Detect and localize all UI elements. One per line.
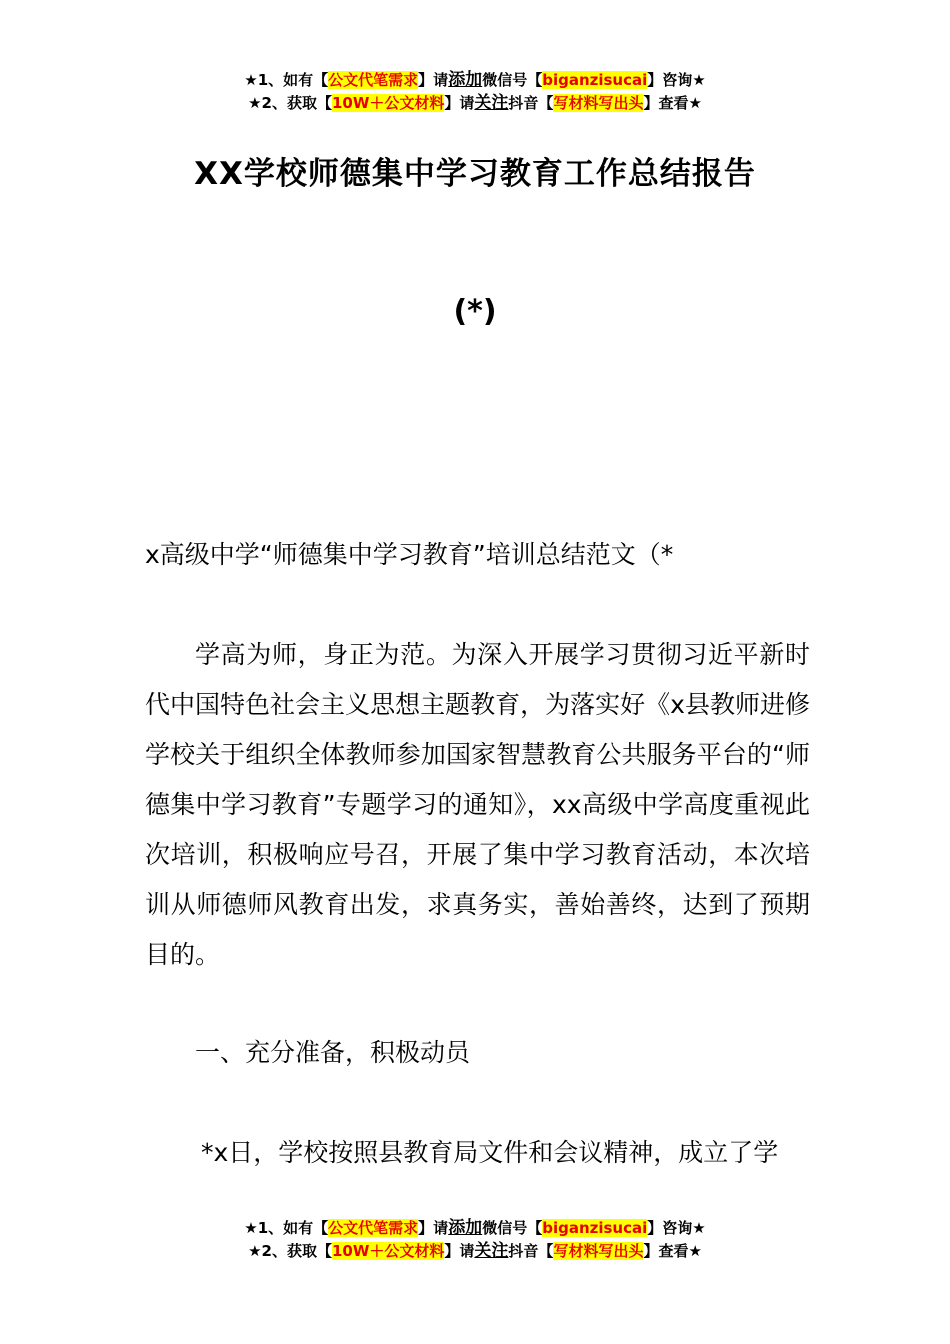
intro-line: x高级中学“师德集中学习教育”培训总结范文（* bbox=[145, 540, 674, 569]
banner-highlight: biganzisucai bbox=[542, 71, 648, 89]
banner-emphasis: 添加 bbox=[448, 70, 483, 90]
banner-highlight: 10W＋公文材料 bbox=[331, 94, 445, 112]
banner-text: ★1、如有【 bbox=[244, 71, 329, 89]
banner-emphasis: 关注 bbox=[474, 1241, 509, 1261]
banner-line-2 bbox=[0, 92, 950, 115]
banner-text: ★1、如有【 bbox=[244, 1219, 329, 1237]
banner-text: 抖音【 bbox=[508, 94, 554, 112]
banner-text: ★2、获取【 bbox=[248, 1242, 332, 1260]
body-paragraph: 学高为师，身正为范。为深入开展学习贯彻习近平新时代中国特色社会主义思想主题教育，为落实好《x县教师进修学校关于组织全体教师参加国家智慧教育公共服务平台的“师德集中学习教育”专题学习的通知》，xx高级中学高度重视此次培训，积极响应号召，开展了集中学习教育活动，本次培训从师德师风教育出发，求真务实，善始善终，达到了预期目的。 bbox=[145, 640, 810, 969]
banner-text: 】请 bbox=[444, 1242, 475, 1260]
banner-text: 】咨询★ bbox=[647, 71, 706, 89]
banner-text: 】咨询★ bbox=[647, 1219, 706, 1237]
banner-line-1 bbox=[0, 1217, 950, 1240]
banner-highlight: 公文代笔需求 bbox=[328, 1219, 419, 1237]
banner-highlight: 写材料写出头 bbox=[553, 1242, 644, 1260]
document-title: XX学校师德集中学习教育工作总结报告 bbox=[194, 156, 756, 192]
banner-highlight: 写材料写出头 bbox=[553, 94, 644, 112]
header-banner bbox=[0, 69, 950, 115]
banner-line-2 bbox=[0, 1240, 950, 1263]
banner-text: 抖音【 bbox=[508, 1242, 554, 1260]
banner-text: 】查看★ bbox=[643, 1242, 702, 1260]
banner-highlight: biganzisucai bbox=[542, 1219, 648, 1237]
banner-text: 】请 bbox=[418, 1219, 449, 1237]
banner-line-1 bbox=[0, 69, 950, 92]
banner-text: 微信号【 bbox=[482, 71, 543, 89]
section-heading: 一、充分准备，积极动员 bbox=[195, 1038, 471, 1067]
banner-highlight: 公文代笔需求 bbox=[328, 71, 419, 89]
document-subtitle: (*) bbox=[453, 294, 497, 329]
banner-emphasis: 关注 bbox=[474, 93, 509, 113]
banner-text: 】查看★ bbox=[643, 94, 702, 112]
banner-text: 】请 bbox=[418, 71, 449, 89]
banner-text: ★2、获取【 bbox=[248, 94, 332, 112]
body-paragraph: *x日，学校按照县教育局文件和会议精神，成立了学 bbox=[201, 1138, 779, 1167]
banner-text: 】请 bbox=[444, 94, 475, 112]
banner-emphasis: 添加 bbox=[448, 1218, 483, 1238]
banner-text: 微信号【 bbox=[482, 1219, 543, 1237]
footer-banner bbox=[0, 1217, 950, 1263]
banner-highlight: 10W＋公文材料 bbox=[331, 1242, 445, 1260]
